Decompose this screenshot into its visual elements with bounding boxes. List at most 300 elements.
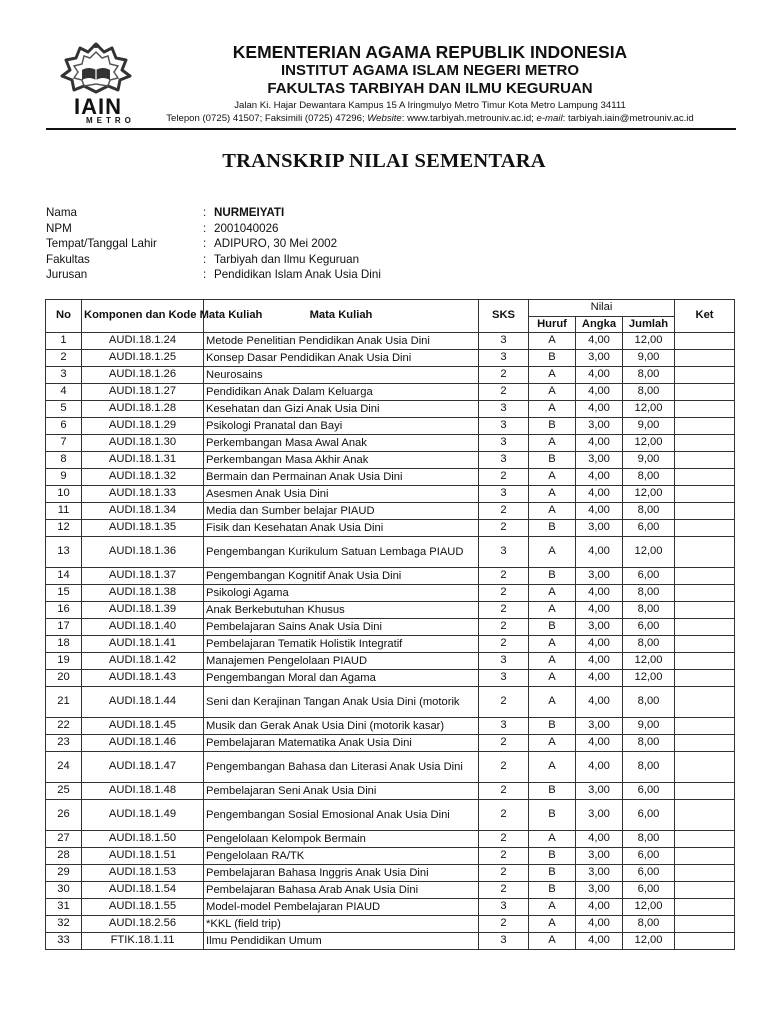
cell-angka: 4,00	[576, 752, 623, 783]
course-name: Pembelajaran Sains Anak Usia Dini	[206, 621, 382, 633]
identity-colon: :	[203, 221, 207, 235]
cell-huruf: A	[529, 367, 576, 384]
student-department: Pendidikan Islam Anak Usia Dini	[214, 268, 381, 281]
course-name: Konsep Dasar Pendidikan Anak Usia Dini	[206, 352, 412, 364]
table-row	[46, 933, 735, 950]
cell-huruf: A	[529, 636, 576, 653]
cell-angka: 4,00	[576, 687, 623, 718]
cell-ket	[675, 602, 735, 619]
faculty-name: FAKULTAS TARBIYAH DAN ILMU KEGURUAN	[267, 80, 593, 97]
cell-angka: 4,00	[576, 367, 623, 384]
cell-angka: 3,00	[576, 568, 623, 585]
cell-huruf: A	[529, 469, 576, 486]
cell-sks: 3	[479, 899, 529, 916]
cell-no: 20	[46, 670, 82, 687]
cell-jumlah: 8,00	[623, 735, 675, 752]
course-name: Pembelajaran Bahasa Inggris Anak Usia Dini	[206, 867, 429, 879]
cell-mata-kuliah	[204, 401, 479, 418]
course-name: Pengembangan Sosial Emosional Anak Usia Dini	[206, 809, 450, 821]
cell-mata-kuliah	[204, 452, 479, 469]
cell-ket	[675, 585, 735, 602]
cell-no: 9	[46, 469, 82, 486]
cell-sks: 2	[479, 602, 529, 619]
cell-sks: 2	[479, 367, 529, 384]
table-row	[46, 452, 735, 469]
cell-angka: 4,00	[576, 933, 623, 950]
cell-mata-kuliah	[204, 899, 479, 916]
course-name: *KKL (field trip)	[206, 918, 281, 930]
col-header-kode: Komponen dan Kode Mata Kuliah	[82, 300, 204, 333]
table-row	[46, 418, 735, 435]
course-name: Pengembangan Kurikulum Satuan Lembaga PIAUD	[206, 546, 464, 558]
cell-no: 16	[46, 602, 82, 619]
cell-ket	[675, 384, 735, 401]
table-row	[46, 384, 735, 401]
cell-mata-kuliah	[204, 333, 479, 350]
cell-no: 28	[46, 848, 82, 865]
cell-mata-kuliah	[204, 882, 479, 899]
cell-jumlah: 6,00	[623, 783, 675, 800]
cell-jumlah: 8,00	[623, 687, 675, 718]
course-name: Kesehatan dan Gizi Anak Usia Dini	[206, 403, 380, 415]
cell-no: 1	[46, 333, 82, 350]
cell-no: 12	[46, 520, 82, 537]
cell-mata-kuliah	[204, 418, 479, 435]
identity-colon: :	[203, 268, 207, 281]
cell-sks: 3	[479, 933, 529, 950]
cell-mata-kuliah	[204, 653, 479, 670]
cell-kode: AUDI.18.1.33	[82, 486, 204, 503]
cell-mata-kuliah	[204, 602, 479, 619]
cell-ket	[675, 469, 735, 486]
cell-sks: 3	[479, 435, 529, 452]
cell-huruf: B	[529, 619, 576, 636]
cell-jumlah: 12,00	[623, 537, 675, 568]
cell-mata-kuliah	[204, 367, 479, 384]
cell-ket	[675, 350, 735, 367]
cell-angka: 4,00	[576, 469, 623, 486]
cell-jumlah: 12,00	[623, 435, 675, 452]
student-faculty: Tarbiyah dan Ilmu Keguruan	[214, 252, 360, 266]
cell-ket	[675, 735, 735, 752]
cell-angka: 3,00	[576, 619, 623, 636]
cell-jumlah: 12,00	[623, 486, 675, 503]
cell-kode: AUDI.18.1.40	[82, 619, 204, 636]
cell-kode: AUDI.18.1.31	[82, 452, 204, 469]
cell-mata-kuliah	[204, 585, 479, 602]
table-row	[46, 401, 735, 418]
cell-angka: 3,00	[576, 452, 623, 469]
cell-huruf: A	[529, 752, 576, 783]
cell-mata-kuliah	[204, 469, 479, 486]
contact-line	[124, 112, 736, 125]
cell-sks: 3	[479, 452, 529, 469]
email-link[interactable]: : tarbiyah.iain@metrouniv.ac.id	[562, 113, 694, 124]
cell-jumlah: 12,00	[623, 333, 675, 350]
cell-sks: 2	[479, 503, 529, 520]
cell-angka: 4,00	[576, 670, 623, 687]
cell-huruf: A	[529, 585, 576, 602]
table-row	[46, 670, 735, 687]
cell-kode: FTIK.18.1.11	[82, 933, 204, 950]
cell-no: 14	[46, 568, 82, 585]
identity-label: Tempat/Tanggal Lahir	[46, 237, 157, 250]
letterhead-text	[124, 38, 736, 125]
cell-ket	[675, 653, 735, 670]
cell-mata-kuliah	[204, 350, 479, 367]
cell-ket	[675, 933, 735, 950]
table-row	[46, 435, 735, 452]
table-row	[46, 537, 735, 568]
table-row	[46, 619, 735, 636]
cell-angka: 4,00	[576, 831, 623, 848]
cell-ket	[675, 899, 735, 916]
cell-ket	[675, 418, 735, 435]
col-header-no: No	[46, 300, 82, 333]
table-row	[46, 367, 735, 384]
cell-sks: 2	[479, 783, 529, 800]
cell-no: 17	[46, 619, 82, 636]
cell-ket	[675, 333, 735, 350]
identity-label: NPM	[46, 221, 72, 235]
course-name: Pembelajaran Tematik Holistik Integratif	[206, 638, 403, 650]
col-header-sks: SKS	[479, 300, 529, 333]
cell-angka: 4,00	[576, 735, 623, 752]
cell-no: 5	[46, 401, 82, 418]
table-row	[46, 585, 735, 602]
cell-ket	[675, 486, 735, 503]
cell-huruf: B	[529, 520, 576, 537]
cell-mata-kuliah	[204, 384, 479, 401]
cell-angka: 4,00	[576, 899, 623, 916]
cell-ket	[675, 520, 735, 537]
cell-sks: 3	[479, 401, 529, 418]
cell-ket	[675, 800, 735, 831]
cell-angka: 4,00	[576, 333, 623, 350]
phone-fax: Telepon (0725) 41507; Faksimili (0725) 47296;	[166, 113, 368, 124]
cell-no: 30	[46, 882, 82, 899]
cell-no: 18	[46, 636, 82, 653]
identity-colon: :	[203, 252, 207, 266]
table-row	[46, 865, 735, 882]
cell-kode: AUDI.18.1.39	[82, 602, 204, 619]
col-header-jumlah: Jumlah	[623, 317, 675, 333]
table-row	[46, 899, 735, 916]
cell-mata-kuliah	[204, 619, 479, 636]
table-row	[46, 916, 735, 933]
cell-no: 13	[46, 537, 82, 568]
table-row	[46, 783, 735, 800]
course-name: Manajemen Pengelolaan PIAUD	[206, 655, 368, 667]
cell-sks: 2	[479, 520, 529, 537]
cell-no: 21	[46, 687, 82, 718]
cell-jumlah: 9,00	[623, 718, 675, 735]
cell-sks: 2	[479, 469, 529, 486]
cell-huruf: B	[529, 800, 576, 831]
course-name: Bermain dan Permainan Anak Usia Dini	[206, 471, 403, 483]
identity-colon: :	[203, 206, 207, 219]
cell-huruf: A	[529, 401, 576, 418]
cell-jumlah: 6,00	[623, 800, 675, 831]
cell-angka: 3,00	[576, 865, 623, 882]
cell-angka: 4,00	[576, 537, 623, 568]
cell-ket	[675, 865, 735, 882]
course-name: Pengembangan Moral dan Agama	[206, 672, 376, 684]
identity-label: Nama	[46, 206, 77, 219]
cell-jumlah: 8,00	[623, 602, 675, 619]
student-birth: ADIPURO, 30 Mei 2002	[214, 237, 338, 250]
cell-huruf: A	[529, 933, 576, 950]
institution-logo	[58, 40, 134, 128]
cell-angka: 4,00	[576, 503, 623, 520]
cell-ket	[675, 752, 735, 783]
cell-huruf: B	[529, 882, 576, 899]
logo-subtext: METRO	[86, 116, 135, 125]
cell-jumlah: 8,00	[623, 916, 675, 933]
cell-kode: AUDI.18.1.50	[82, 831, 204, 848]
cell-sks: 3	[479, 486, 529, 503]
cell-huruf: A	[529, 670, 576, 687]
cell-mata-kuliah	[204, 800, 479, 831]
table-row	[46, 848, 735, 865]
table-row	[46, 735, 735, 752]
cell-jumlah: 12,00	[623, 933, 675, 950]
course-name: Media dan Sumber belajar PIAUD	[206, 505, 375, 517]
cell-huruf: B	[529, 350, 576, 367]
cell-kode: AUDI.18.1.48	[82, 783, 204, 800]
cell-jumlah: 6,00	[623, 520, 675, 537]
cell-sks: 3	[479, 718, 529, 735]
cell-ket	[675, 537, 735, 568]
document-title: TRANSKRIP NILAI SEMENTARA	[222, 150, 546, 172]
cell-kode: AUDI.18.1.26	[82, 367, 204, 384]
cell-ket	[675, 882, 735, 899]
cell-kode: AUDI.18.1.49	[82, 800, 204, 831]
cell-jumlah: 8,00	[623, 367, 675, 384]
table-row	[46, 636, 735, 653]
cell-angka: 3,00	[576, 882, 623, 899]
table-row	[46, 486, 735, 503]
cell-jumlah: 12,00	[623, 670, 675, 687]
table-row	[46, 350, 735, 367]
cell-kode: AUDI.18.1.36	[82, 537, 204, 568]
cell-huruf: B	[529, 452, 576, 469]
table-row	[46, 568, 735, 585]
cell-huruf: B	[529, 418, 576, 435]
cell-huruf: A	[529, 687, 576, 718]
course-name: Neurosains	[206, 369, 263, 381]
cell-kode: AUDI.18.1.55	[82, 899, 204, 916]
cell-ket	[675, 367, 735, 384]
cell-mata-kuliah	[204, 537, 479, 568]
cell-no: 29	[46, 865, 82, 882]
course-name: Perkembangan Masa Akhir Anak	[206, 454, 369, 466]
identity-colon: :	[203, 237, 207, 250]
cell-jumlah: 6,00	[623, 619, 675, 636]
cell-ket	[675, 452, 735, 469]
cell-huruf: B	[529, 865, 576, 882]
cell-huruf: A	[529, 899, 576, 916]
table-row	[46, 687, 735, 718]
cell-kode: AUDI.18.1.34	[82, 503, 204, 520]
table-row	[46, 602, 735, 619]
cell-kode: AUDI.18.1.37	[82, 568, 204, 585]
course-name: Pendidikan Anak Dalam Keluarga	[206, 386, 373, 398]
cell-jumlah: 12,00	[623, 401, 675, 418]
cell-kode: AUDI.18.1.41	[82, 636, 204, 653]
cell-sks: 2	[479, 882, 529, 899]
cell-ket	[675, 831, 735, 848]
cell-no: 31	[46, 899, 82, 916]
cell-no: 19	[46, 653, 82, 670]
table-row	[46, 469, 735, 486]
table-row	[46, 333, 735, 350]
course-name: Fisik dan Kesehatan Anak Usia Dini	[206, 522, 384, 534]
cell-angka: 4,00	[576, 486, 623, 503]
cell-angka: 3,00	[576, 718, 623, 735]
cell-mata-kuliah	[204, 520, 479, 537]
cell-no: 27	[46, 831, 82, 848]
table-row	[46, 831, 735, 848]
table-row	[46, 718, 735, 735]
cell-no: 3	[46, 367, 82, 384]
cell-sks: 2	[479, 636, 529, 653]
letterhead-divider	[46, 128, 736, 130]
cell-kode: AUDI.18.1.30	[82, 435, 204, 452]
cell-sks: 2	[479, 687, 529, 718]
cell-ket	[675, 670, 735, 687]
cell-ket	[675, 783, 735, 800]
cell-jumlah: 9,00	[623, 350, 675, 367]
table-row	[46, 752, 735, 783]
course-name: Psikologi Pranatal dan Bayi	[206, 420, 343, 432]
cell-kode: AUDI.18.1.28	[82, 401, 204, 418]
cell-kode: AUDI.18.1.27	[82, 384, 204, 401]
table-row	[46, 503, 735, 520]
cell-angka: 3,00	[576, 520, 623, 537]
letterhead	[46, 38, 736, 130]
cell-huruf: B	[529, 718, 576, 735]
cell-mata-kuliah	[204, 435, 479, 452]
cell-no: 23	[46, 735, 82, 752]
cell-mata-kuliah	[204, 636, 479, 653]
cell-huruf: A	[529, 916, 576, 933]
cell-angka: 4,00	[576, 384, 623, 401]
cell-sks: 3	[479, 350, 529, 367]
email-label: e-mail	[536, 113, 563, 124]
course-name: Pembelajaran Matematika Anak Usia Dini	[206, 737, 412, 749]
institute-name: INSTITUT AGAMA ISLAM NEGERI METRO	[280, 62, 580, 79]
cell-mata-kuliah	[204, 670, 479, 687]
cell-kode: AUDI.18.1.46	[82, 735, 204, 752]
cell-sks: 2	[479, 800, 529, 831]
cell-kode: AUDI.18.1.43	[82, 670, 204, 687]
cell-ket	[675, 401, 735, 418]
website-link[interactable]: : www.tarbiyah.metrouniv.ac.id;	[401, 113, 537, 124]
cell-ket	[675, 718, 735, 735]
cell-no: 6	[46, 418, 82, 435]
cell-angka: 4,00	[576, 585, 623, 602]
table-row	[46, 800, 735, 831]
cell-kode: AUDI.18.1.53	[82, 865, 204, 882]
course-name: Seni dan Kerajinan Tangan Anak Usia Dini (motorik	[206, 696, 460, 708]
cell-jumlah: 6,00	[623, 568, 675, 585]
cell-angka: 3,00	[576, 783, 623, 800]
cell-mata-kuliah	[204, 783, 479, 800]
cell-no: 32	[46, 916, 82, 933]
cell-mata-kuliah	[204, 735, 479, 752]
cell-kode: AUDI.18.1.42	[82, 653, 204, 670]
cell-huruf: B	[529, 568, 576, 585]
cell-kode: AUDI.18.1.47	[82, 752, 204, 783]
cell-mata-kuliah	[204, 865, 479, 882]
course-name: Metode Penelitian Pendidikan Anak Usia Dini	[206, 335, 430, 347]
course-name: Psikologi Agama	[206, 587, 289, 599]
cell-ket	[675, 636, 735, 653]
cell-ket	[675, 619, 735, 636]
cell-mata-kuliah	[204, 687, 479, 718]
cell-sks: 2	[479, 865, 529, 882]
cell-angka: 3,00	[576, 848, 623, 865]
cell-sks: 3	[479, 418, 529, 435]
cell-huruf: A	[529, 602, 576, 619]
address-line: Jalan Ki. Hajar Dewantara Kampus 15 A Iringmulyo Metro Timur Kota Metro Lampung 34111	[234, 100, 626, 111]
cell-sks: 2	[479, 735, 529, 752]
cell-huruf: A	[529, 831, 576, 848]
course-name: Pembelajaran Seni Anak Usia Dini	[206, 785, 377, 797]
cell-angka: 4,00	[576, 653, 623, 670]
cell-ket	[675, 848, 735, 865]
col-header-nilai: Nilai	[529, 300, 675, 317]
cell-sks: 2	[479, 568, 529, 585]
cell-huruf: A	[529, 384, 576, 401]
cell-jumlah: 8,00	[623, 831, 675, 848]
cell-kode: AUDI.18.1.54	[82, 882, 204, 899]
cell-no: 2	[46, 350, 82, 367]
cell-sks: 2	[479, 384, 529, 401]
ministry-name: KEMENTERIAN AGAMA REPUBLIK INDONESIA	[232, 42, 628, 62]
cell-angka: 4,00	[576, 435, 623, 452]
cell-huruf: A	[529, 503, 576, 520]
cell-mata-kuliah	[204, 568, 479, 585]
cell-huruf: A	[529, 537, 576, 568]
cell-kode: AUDI.18.2.56	[82, 916, 204, 933]
cell-sks: 2	[479, 752, 529, 783]
cell-huruf: A	[529, 735, 576, 752]
cell-huruf: A	[529, 486, 576, 503]
cell-mata-kuliah	[204, 916, 479, 933]
cell-jumlah: 9,00	[623, 418, 675, 435]
website-label: Website	[367, 113, 402, 124]
cell-jumlah: 8,00	[623, 384, 675, 401]
cell-sks: 3	[479, 653, 529, 670]
cell-angka: 4,00	[576, 636, 623, 653]
cell-sks: 2	[479, 585, 529, 602]
table-row	[46, 882, 735, 899]
cell-kode: AUDI.18.1.45	[82, 718, 204, 735]
cell-angka: 4,00	[576, 916, 623, 933]
course-name: Pengelolaan Kelompok Bermain	[206, 833, 366, 845]
cell-jumlah: 9,00	[623, 452, 675, 469]
cell-mata-kuliah	[204, 486, 479, 503]
cell-huruf: A	[529, 653, 576, 670]
cell-jumlah: 8,00	[623, 636, 675, 653]
student-npm: 2001040026	[214, 221, 279, 235]
course-name: Pengelolaan RA/TK	[206, 850, 305, 862]
cell-kode: AUDI.18.1.32	[82, 469, 204, 486]
col-header-angka: Angka	[576, 317, 623, 333]
cell-jumlah: 8,00	[623, 585, 675, 602]
